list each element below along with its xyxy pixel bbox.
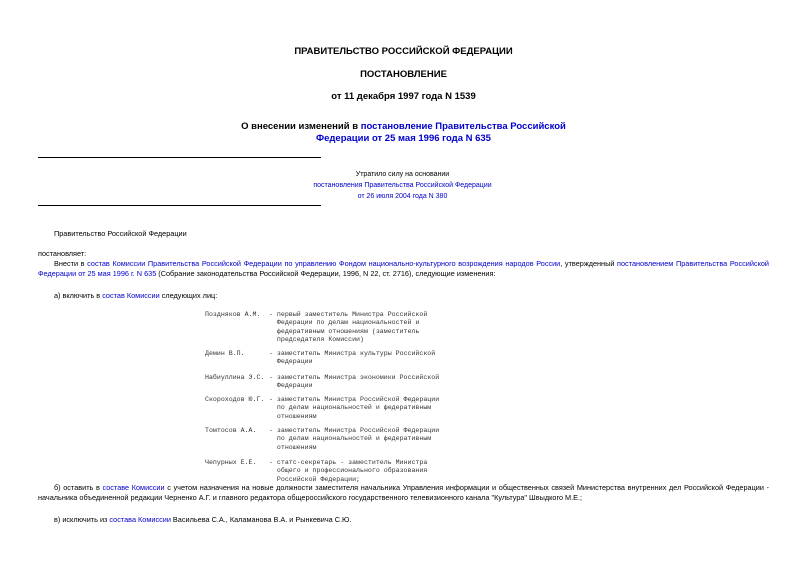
member-name: Набиуллина Э.С. — [205, 374, 265, 381]
member-name: Чепурных Е.Е. — [205, 459, 257, 466]
member-position: - первый заместитель Министра Российской Федерации по делам национальностей и федеративным отношениям (заместитель председателя Комиссии) — [269, 311, 428, 343]
p1-end: (Собрание законодательства Российской Федерации, 1996, N 22, ст. 2716), следующие изменения: — [156, 269, 496, 278]
item-b — [38, 483, 769, 503]
organization-heading: ПРАВИТЕЛЬСТВО РОССИЙСКОЙ ФЕДЕРАЦИИ — [294, 46, 513, 57]
member-name: Скороходов Ю.Г. — [205, 396, 265, 403]
member-position: - заместитель Министра экономики Российской Федерации — [269, 374, 440, 390]
document-title — [0, 121, 807, 145]
member-name: Демин В.П. — [205, 350, 245, 357]
document-type-heading: ПОСТАНОВЛЕНИЕ — [360, 69, 447, 80]
member-name: Поздняков А.М. — [205, 311, 261, 318]
revocation-note — [290, 169, 515, 202]
revocation-note-date-link[interactable]: от 26 июля 2004 года N 380 — [357, 193, 448, 200]
item-a-start: а) включить в — [54, 291, 103, 300]
p1-decree-link-b[interactable]: Федерации от 25 мая 1996 г. N 635 — [38, 269, 157, 278]
title-link-decree[interactable]: постановление Правительства Российской — [360, 121, 566, 132]
item-c-end: Васильева С.А., Каламанова В.А. и Рынкевича С.Ю. — [170, 515, 352, 524]
p1-start: Внести в — [54, 259, 88, 268]
member-position: - заместитель Министра культуры Российской Федерации — [269, 350, 436, 366]
resolves-line: постановляет: — [38, 249, 87, 258]
government-line: Правительство Российской Федерации — [54, 229, 187, 238]
revocation-note-line1: Утратило силу на основании — [355, 171, 450, 178]
item-b-end: с учетом назначения на новые должности заместителя начальника Управления информации и общественных связей Министерства внутренних дел Российской Федерации - начальника объединенной редакции Черненко А.Г. и главного редактора общероссийского государственного телевизионного канала "Культура" Швыдкого М.Е.; — [38, 483, 769, 502]
item-b-start: б) оставить в — [54, 483, 103, 492]
item-b-commission-link[interactable]: составе Комиссии — [102, 483, 165, 492]
member-position: - заместитель Министра Российской Федерации по делам национальностей и федеративным отношениям — [269, 396, 440, 420]
member-name: Томтосов А.А. — [205, 427, 257, 434]
title-prefix: О внесении изменений в — [241, 121, 361, 132]
revocation-note-link[interactable]: постановления Правительства Российской Федерации — [313, 182, 492, 189]
member-position: - заместитель Министра Российской Федерации по делам национальностей и федеративным отношениям — [269, 427, 440, 451]
title-link-decree-date[interactable]: Федерации от 25 мая 1996 года N 635 — [316, 133, 491, 144]
item-c-commission-link[interactable]: состава Комиссии — [109, 515, 171, 524]
item-a-commission-link[interactable]: состав Комиссии — [102, 291, 160, 300]
p1-mid: , утвержденный — [560, 259, 618, 268]
p1-decree-link-a[interactable]: постановлением Правительства Российской — [617, 259, 769, 268]
member-position: - статс-секретарь - заместитель Министра общего и профессионального образования Российской Федерации; — [269, 459, 428, 483]
p1-commission-link[interactable]: состав Комиссии Правительства Российской Федерации по управлению Фондом национально-культурного возрождения народов России — [87, 259, 561, 268]
item-a — [54, 291, 217, 301]
item-a-end: следующих лиц: — [159, 291, 218, 300]
divider-bottom — [38, 205, 321, 206]
item-c — [54, 515, 351, 525]
document-date-heading: от 11 декабря 1997 года N 1539 — [331, 91, 476, 102]
divider-top — [38, 157, 321, 158]
item-c-start: в) исключить из — [54, 515, 110, 524]
paragraph-main — [38, 259, 769, 279]
